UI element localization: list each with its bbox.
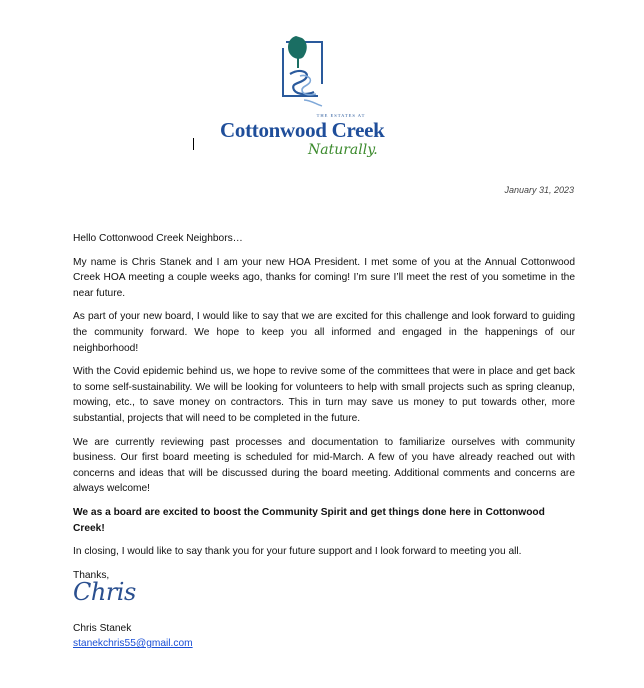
handwritten-signature: Chris bbox=[73, 578, 136, 606]
text-cursor bbox=[193, 138, 194, 150]
letter-paragraph: With the Covid epidemic behind us, we hope to revive some of the committees that were in place and get back to some self-sustainability. We will be looking for volunteers to help with small projects such as spring cleanup, mowing, etc., to save money on contractors. This in turn may save us money to put towards other, more substantial, projects that will need to be completed in the future. bbox=[73, 366, 575, 424]
letter-paragraph: We are currently reviewing past processes and documentation to familiarize ourselves with community business. Our first board meeting is scheduled for mid-March. A few of you have already reached out with concerns and ideas that will be discussed during the board meeting. Additional comments and concerns are always welcome! bbox=[73, 436, 575, 495]
logo-tagline: Naturally. bbox=[308, 142, 378, 158]
letter-sign-off: Thanks, bbox=[73, 569, 110, 581]
letter-greeting: Hello Cottonwood Creek Neighbors… bbox=[73, 233, 243, 244]
signer-name: Chris Stanek bbox=[73, 623, 132, 634]
letter-closing-paragraph: In closing, I would like to say thank you for your future support and I look forward to meeting you all. bbox=[73, 546, 522, 558]
letter-body bbox=[73, 231, 575, 591]
logo-estates-text: THE ESTATES AT bbox=[316, 113, 366, 118]
signer-email-link[interactable]: stanekchris55@gmail.com bbox=[73, 638, 193, 649]
letter-paragraph: My name is Chris Stanek and I am your new HOA President. I met some of you at the Annual Cottonwood Creek HOA meeting a couple weeks ago, thanks for coming! I’m sure I’ll meet the rest of you sometime in the near future. bbox=[73, 256, 575, 299]
letter-bold-statement: We as a board are excited to boost the Community Spirit and get things done here in Cottonwood Creek! bbox=[73, 506, 545, 534]
letter-date: January 31, 2023 bbox=[504, 185, 574, 195]
tree-creek-logo-icon bbox=[280, 34, 328, 114]
letter-paragraph: As part of your new board, I would like to say that we are excited for this challenge and look forward to guiding the community forward. We hope to keep you all informed and engaged in the happenings of our neighborhood! bbox=[73, 311, 575, 354]
logo-brand-name: Cottonwood Creek bbox=[220, 118, 385, 142]
cottonwood-creek-logo bbox=[220, 34, 392, 158]
